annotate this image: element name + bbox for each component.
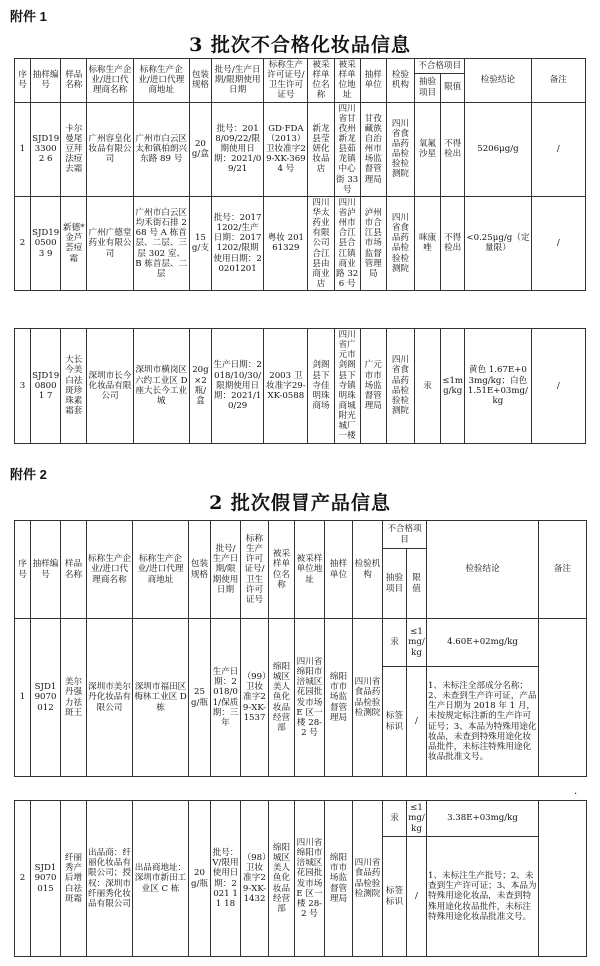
cell-sample-name: 美尔丹强力祛斑王	[61, 619, 87, 777]
header-sample-no: 抽样编号	[31, 59, 61, 103]
cell-limit: /	[407, 837, 427, 957]
header-result: 检验结论	[465, 59, 531, 103]
cell-company: 深圳市长今化妆品有限公司	[87, 329, 133, 444]
cell-sampler: 绵阳市市场监督管理局	[325, 619, 353, 777]
cell-unit-address: 四川省甘孜州新龙县茹龙镇中心街 33 号	[336, 103, 359, 195]
header-inspector: 检验机构	[386, 59, 414, 103]
header-seq: 序号	[15, 59, 31, 103]
cell-unit: 绵阳城区美人鱼化妆品经营部	[269, 801, 295, 957]
cell-unit-address: 四川省泸州市合江县合江镇商业路 326 号	[336, 197, 359, 289]
cell-sample-name: 纤丽秀产后增白祛斑霜	[61, 801, 87, 957]
cell-sampler: 绵阳市市场监督管理局	[325, 801, 353, 957]
cell-result: 5206μg/g	[465, 102, 531, 196]
header-sample-name: 样品名称	[61, 59, 87, 103]
cell-fail-item: 汞	[383, 619, 407, 667]
header-company: 标称生产企业/进口代理商名称	[87, 521, 133, 619]
cell-batch: 批号：V/限用使用日期：2021 11 18	[211, 801, 241, 957]
header-address: 标称生产企业/进口代理商地址	[133, 521, 189, 619]
cell-address: 深圳市福田区梅林工业区 D 栋	[133, 619, 189, 777]
header-sampler: 抽样单位	[360, 59, 386, 103]
cell-spec: 20g/瓶	[189, 801, 211, 957]
cell-note: /	[531, 329, 585, 444]
header-limit: 限值	[441, 73, 465, 102]
cell-unit-address: 四川省绵阳市涪城区花园批发市场 E 区一楼 28-2 号	[295, 619, 325, 777]
cell-sample-name: 新德*金芦荟痘霜	[61, 196, 87, 290]
header-spec: 包装规格	[189, 521, 211, 619]
header-result: 检验结论	[427, 521, 539, 619]
cell-sample-no: SJD19070012	[31, 619, 61, 777]
cell-inspector: 四川省食品药品检验检测院	[353, 619, 383, 777]
cell-spec: 25g/瓶	[189, 619, 211, 777]
cell-inspector: 四川省食品药品检验检测院	[386, 329, 414, 444]
cell-result: 4.60E+02mg/kg	[427, 619, 539, 667]
header-fail-group: 不合格项目	[383, 521, 427, 549]
cell-fail-item: 咪康唑	[414, 196, 440, 290]
cell-address: 深圳市横岗区六约工业区 D 座大长今工业城	[133, 329, 189, 444]
cell-company: 出品商：纤丽化妆品有限公司；授权：深圳市纤丽秀化妆品有限公司	[87, 801, 133, 957]
header-sample-name: 样品名称	[61, 521, 87, 619]
counterfeit-products-table-continued	[14, 800, 587, 957]
header-fail-group: 不合格项目	[414, 59, 464, 74]
cell-unit-address: 四川省广元市剑阁县下寺镇明珠商城附光城厂一楼	[334, 329, 360, 444]
header-note: 备注	[531, 59, 585, 103]
cell-inspector: 四川省食品药品检验检测院	[353, 801, 383, 957]
cell-address: 广州市白云区太和镇柏朗兴东路 89 号	[133, 102, 189, 196]
header-inspector: 检验机构	[353, 521, 383, 619]
header-batch: 批号/生产日期/限期使用日期	[211, 521, 241, 619]
unqualified-cosmetics-table-continued	[14, 328, 586, 444]
attachment-1-title: 3 批次不合格化妆品信息	[189, 34, 411, 56]
cell-address: 广州市白云区均禾街石排 268 号 A 栋首层、二层、三层 302 室、B 栋首层、二层	[133, 196, 189, 290]
cell-seq: 2	[15, 801, 31, 957]
cell-limit: ≤1mg/kg	[407, 619, 427, 667]
header-batch: 批号/生产日期/限期使用日期	[211, 59, 263, 103]
header-address: 标称生产企业/进口代理商地址	[133, 59, 189, 103]
cell-unit: 绵阳城区美人鱼化妆品经营部	[269, 619, 295, 777]
cell-limit: ≤1mg/kg	[441, 329, 465, 444]
cell-note: /	[531, 102, 585, 196]
cell-inspector: 四川省食品药品检验检测院	[386, 102, 414, 196]
cell-company: 深圳市美尔丹化妆品有限公司	[87, 619, 133, 777]
attachment-2-title: 2 批次假冒产品信息	[209, 492, 391, 514]
cell-sampler: 甘孜藏族自治州市场监督管理局	[360, 102, 386, 196]
cell-license: （98）卫妆准字29-XK-1432	[241, 801, 269, 957]
cell-result: 黄色 1.67E+03mg/kg；白色 1.51E+03mg/kg	[465, 329, 531, 444]
cell-unit-address: 四川省绵阳市涪城区花园批发市场 E 区一楼 28-2 号	[295, 801, 325, 957]
header-license: 标称生产许可证号/卫生许可证号	[241, 521, 269, 619]
cell-unit: 四川华太药业有限公司合江县由商业店	[308, 196, 334, 290]
cell-fail-item: 标签标识	[383, 837, 407, 957]
cell-unit: 新龙县莹妍化妆品店	[308, 102, 334, 196]
cell-sample-no: SJD1908001 7	[31, 329, 61, 444]
cell-unit: 剑阁县下寺佳明珠商场	[308, 329, 334, 444]
page-mark: .	[574, 786, 578, 797]
cell-batch: 生产日期：2018/10/30/限期使用日期：2021/10/29	[211, 329, 263, 444]
cell-note: /	[531, 196, 585, 290]
attachment-2-label: 附件 2	[10, 467, 47, 482]
header-license: 标称生产许可证号/卫生许可证号	[264, 59, 308, 103]
cell-seq: 1	[15, 619, 31, 777]
cell-license: GD·FDA（2013）卫妆准字29-XK-3694 号	[264, 102, 308, 196]
cell-license: （99）卫妆准字29-XK-1537	[241, 619, 269, 777]
cell-fail-item: 标签标识	[383, 667, 407, 777]
cell-sample-no: SJD1905003 9	[31, 196, 61, 290]
header-sample-no: 抽样编号	[31, 521, 61, 619]
cell-result: <0.25μg/g（定量限）	[465, 196, 531, 290]
cell-spec: 15g/支	[189, 196, 211, 290]
header-unit: 被采样单位名称	[308, 59, 334, 103]
header-unit: 被采样单位名称	[269, 521, 295, 619]
table-row	[15, 196, 586, 290]
header-unit-address: 被采样单位地址	[334, 59, 360, 103]
header-fail-item: 抽验项目	[383, 549, 407, 619]
cell-batch: 批号：2018/09/22/限期使用日期：2021/09/21	[211, 102, 263, 196]
header-sampler: 抽样单位	[325, 521, 353, 619]
header-fail-item: 抽验项目	[414, 73, 440, 102]
cell-seq: 1	[15, 102, 31, 196]
cell-result: 3.38E+03mg/kg	[427, 801, 539, 837]
cell-limit: 不得检出	[441, 196, 465, 290]
cell-fail-item: 氧氟沙星	[414, 102, 440, 196]
cell-fail-item: 汞	[414, 329, 440, 444]
cell-fail-item: 汞	[383, 801, 407, 837]
cell-license: 2003 卫妆准字29-XK-0588	[264, 329, 308, 444]
header-note: 备注	[539, 521, 587, 619]
cell-sample-no: SJD1933002 6	[31, 102, 61, 196]
cell-batch: 生产日期：2018/01/保质期：三年	[211, 619, 241, 777]
cell-license: 粤妆 20161329	[264, 196, 308, 290]
cell-note	[539, 801, 587, 957]
cell-seq: 3	[15, 329, 31, 444]
cell-sample-no: SJD19070015	[31, 801, 61, 957]
table-row	[15, 102, 586, 196]
cell-note	[539, 619, 587, 777]
cell-sample-name: 卡尔曼尾豆拜法痘去霜	[61, 102, 87, 196]
table-row	[15, 329, 586, 444]
unqualified-cosmetics-table	[14, 58, 586, 291]
cell-spec: 20g×2 瓶/盒	[189, 329, 211, 444]
cell-sampler: 泸州市合江县市场监督管理局	[360, 196, 386, 290]
cell-spec: 20g/盒	[189, 102, 211, 196]
cell-sampler: 广元市市场监督管理局	[360, 329, 386, 444]
cell-address: 出品商地址：深圳市新田工业区 C 栋	[133, 801, 189, 957]
table-row	[15, 801, 587, 837]
attachment-1-label: 附件 1	[10, 9, 47, 24]
cell-inspector: 四川省食品药品检验检测院	[386, 196, 414, 290]
cell-limit: ≤1mg/kg	[407, 801, 427, 837]
cell-limit: 不得检出	[441, 102, 465, 196]
cell-company: 广州广德堂药业有限公司	[87, 196, 133, 290]
header-seq: 序号	[15, 521, 31, 619]
table-row	[15, 619, 587, 667]
header-spec: 包装规格	[189, 59, 211, 103]
header-unit-address: 被采样单位地址	[295, 521, 325, 619]
cell-sample-name: 大长今美白祛斑珍珠素霜套	[61, 329, 87, 444]
header-limit: 限值	[407, 549, 427, 619]
cell-result: 1、未标注全部成分名称；2、未查到生产许可证，产品生产日期为 2018 年 1 月，未按规定标注新的生产许可证号；3、本品为特殊用途化妆品，未查到特殊用途化妆品批件，未标注特殊用途化妆品批准文号。	[427, 667, 539, 777]
cell-company: 广州容皇化妆品有限公司	[87, 102, 133, 196]
header-company: 标称生产企业/进口代理商名称	[87, 59, 133, 103]
cell-batch: 批号：20171202/生产日期：20171202/限期使用日期：20201201	[211, 196, 263, 290]
counterfeit-products-table	[14, 520, 587, 777]
cell-limit: /	[407, 667, 427, 777]
cell-seq: 2	[15, 196, 31, 290]
cell-result: 1、未标注生产批号；2、未查到生产许可证；3、本品为特殊用途化妆品，未查到特殊用途化妆品批件，未标注特殊用途化妆品批准文号。	[427, 837, 539, 957]
